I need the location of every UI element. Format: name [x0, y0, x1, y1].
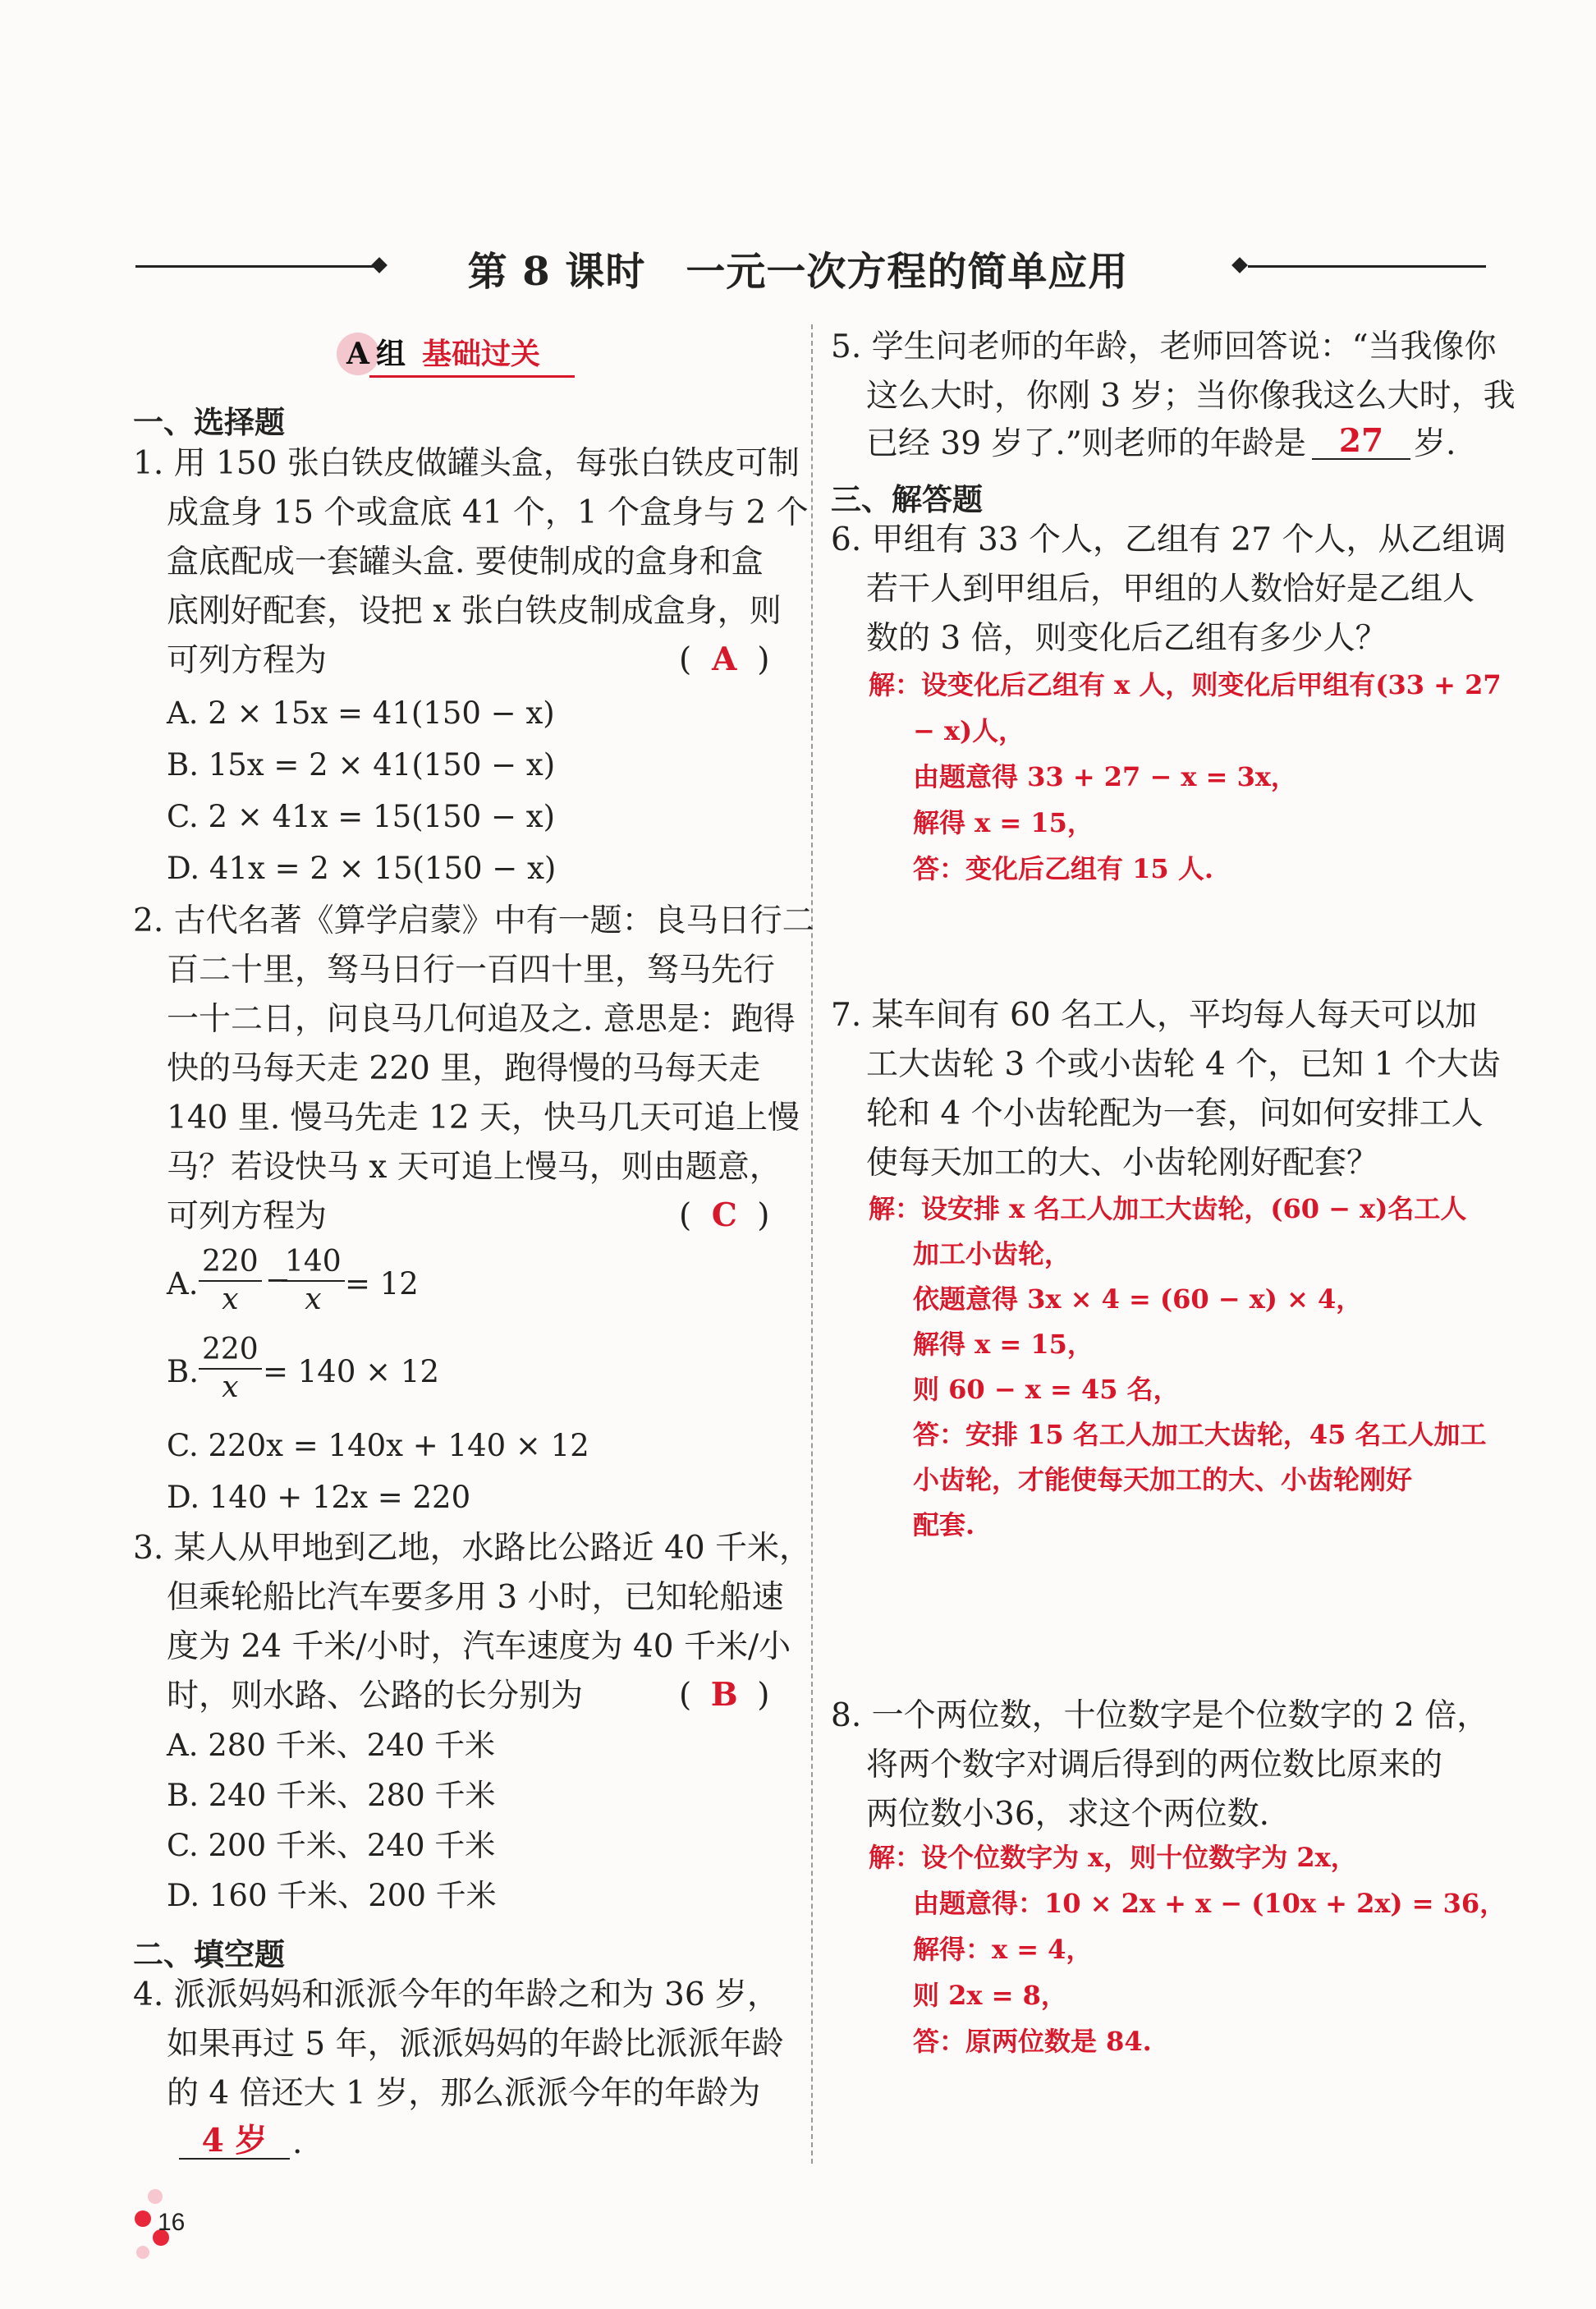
q2-line: 快的马每天走 220 里，跑得慢的马每天走	[167, 1050, 761, 1087]
q1-line: 1. 用 150 张白铁皮做罐头盒，每张白铁皮可制	[133, 445, 800, 482]
q1-option-d: D. 41x = 2 × 15(150 − x)	[167, 851, 557, 886]
q3-line: 度为 24 千米/小时，汽车速度为 40 千米/小	[167, 1628, 791, 1665]
q4-line: 如果再过 5 年，派派妈妈的年龄比派派年龄	[167, 2026, 784, 2063]
q6-line: 若干人到甲组后，甲组的人数恰好是乙组人	[866, 571, 1475, 608]
q3-option-a: A. 280 千米、240 千米	[167, 1728, 496, 1763]
q7-solution-line: 加工小齿轮，	[913, 1238, 1071, 1269]
q3-answer: B	[710, 1676, 738, 1714]
q4-line: 4. 派派妈妈和派派今年的年龄之和为 36 岁，	[133, 1976, 780, 2013]
q3-option-c: C. 200 千米、240 千米	[167, 1828, 496, 1863]
q2-option-d: D. 140 + 12x = 220	[167, 1480, 471, 1515]
q2-option-a-label: A.	[167, 1266, 199, 1301]
q7-line: 工大齿轮 3 个或小齿轮 4 个，已知 1 个大齿	[866, 1046, 1501, 1083]
group-letter: A	[337, 333, 379, 375]
page-deco-dot	[135, 2210, 151, 2227]
q1-line: 成盒身 15 个或盒底 41 个，1 个盒身与 2 个	[167, 494, 809, 531]
q5-unit: 岁.	[1414, 425, 1456, 462]
q3-answer-paren: ( B )	[679, 1676, 770, 1714]
q8-solution-line: 则 2x = 8，	[913, 1980, 1067, 2011]
q8-solution-line: 由题意得：10 × 2x + x − (10x + 2x) = 36，	[913, 1888, 1507, 1919]
q2-option-a-frac2: $\frac{140}{x}$	[282, 1244, 345, 1318]
q1-option-b: B. 15x = 2 × 41(150 − x)	[167, 747, 556, 783]
q2-option-a-frac1: $\frac{220}{x}$	[199, 1244, 262, 1318]
q7-solution-line: 解：设安排 x 名工人加工大齿轮，(60 − x)名工人	[869, 1193, 1467, 1224]
q7-line: 7. 某车间有 60 名工人，平均每人每天可以加	[831, 997, 1478, 1034]
q6-solution-line: 答：变化后乙组有 15 人.	[913, 853, 1213, 884]
q8-solution-line: 答：原两位数是 84.	[913, 2026, 1152, 2057]
q2-answer: C	[711, 1196, 737, 1234]
q6-solution-line: − x)人，	[913, 715, 1025, 746]
q2-line: 可列方程为	[167, 1198, 328, 1235]
section-solve: 三、解答题	[831, 482, 983, 517]
q2-line: 百二十里，驽马日行一百四十里，驽马先行	[167, 952, 776, 989]
q1-answer: A	[712, 640, 737, 678]
section-fill: 二、填空题	[133, 1937, 285, 1972]
q6-solution-line: 由题意得 33 + 27 − x = 3x，	[913, 761, 1297, 792]
q7-solution-line: 配套.	[913, 1509, 975, 1540]
q8-line: 将两个数字对调后得到的两位数比原来的	[866, 1747, 1443, 1783]
q4-line: 的 4 倍还大 1 岁，那么派派今年的年龄为	[167, 2075, 761, 2112]
q7-solution-line: 则 60 − x = 45 名，	[913, 1374, 1180, 1405]
q8-solution-line: 解得：x = 4，	[913, 1934, 1093, 1965]
q5-line: 这么大时，你刚 3 岁；当你像我这么大时，我	[866, 378, 1516, 415]
page-title: 第 8 课时 一元一次方程的简单应用	[467, 249, 1129, 295]
page-deco-dot	[136, 2246, 149, 2259]
q2-line: 一十二日，问良马几何追及之. 意思是：跑得	[167, 1001, 796, 1038]
q7-line: 轮和 4 个小齿轮配为一套，问如何安排工人	[866, 1095, 1484, 1132]
q1-option-c: C. 2 × 41x = 15(150 − x)	[167, 799, 556, 834]
group-name: 基础过关	[422, 337, 541, 371]
q8-line: 8. 一个两位数，十位数字是个位数字的 2 倍，	[831, 1697, 1489, 1734]
q3-line: 但乘轮船比汽车要多用 3 小时，已知轮船速	[167, 1579, 784, 1616]
q3-option-b: B. 240 千米、280 千米	[167, 1778, 496, 1813]
q8-line: 两位数小36，求这个两位数.	[866, 1796, 1270, 1833]
group-badge	[205, 333, 591, 377]
q2-line: 140 里. 慢马先走 12 天，快马几天可追上慢	[167, 1099, 800, 1136]
q2-line: 马？若设快马 x 天可追上慢马，则由题意，	[167, 1149, 782, 1186]
q1-answer-paren: ( A )	[679, 640, 770, 678]
q1-line: 可列方程为	[167, 642, 328, 679]
q7-solution-line: 依题意得 3x × 4 = (60 − x) × 4，	[913, 1283, 1363, 1315]
q2-line: 2. 古代名著《算学启蒙》中有一题：良马日行二	[133, 902, 814, 939]
q8-solution-line: 解：设个位数字为 x，则十位数字为 2x，	[869, 1842, 1357, 1873]
q7-solution-line: 答：安排 15 名工人加工大齿轮，45 名工人加工	[913, 1419, 1487, 1450]
q5-answer-blank: 27	[1312, 425, 1410, 460]
q6-line: 6. 甲组有 33 个人，乙组有 27 个人，从乙组调	[831, 521, 1507, 558]
q1-line: 底刚好配套，设把 x 张白铁皮制成盒身，则	[167, 593, 782, 630]
column-divider	[811, 324, 813, 2164]
q1-option-a: A. 2 × 15x = 41(150 − x)	[167, 695, 555, 731]
q6-line: 数的 3 倍，则变化后乙组有多少人？	[866, 620, 1387, 657]
q7-line: 使每天加工的大、小齿轮刚好配套？	[866, 1145, 1379, 1182]
q3-option-d: D. 160 千米、200 千米	[167, 1878, 497, 1913]
q1-line: 盒底配成一套罐头盒. 要使制成的盒身和盒	[167, 544, 764, 581]
q5-line: 已经 39 岁了.”则老师的年龄是	[866, 425, 1306, 462]
q5-line: 5. 学生问老师的年龄，老师回答说：“当我像你	[831, 328, 1497, 365]
q2-answer-paren: ( C )	[679, 1196, 770, 1234]
q2-option-a-minus: −	[265, 1262, 291, 1297]
q2-option-b-rest: = 140 × 12	[263, 1354, 439, 1389]
q7-solution-line: 小齿轮，才能使每天加工的大、小齿轮刚好	[913, 1464, 1413, 1495]
q2-option-b-frac: $\frac{220}{x}$	[199, 1332, 262, 1406]
q7-solution-line: 解得 x = 15，	[913, 1329, 1094, 1360]
q6-solution-line: 解：设变化后乙组有 x 人，则变化后甲组有(33 + 27	[869, 669, 1502, 700]
group-zu: 组	[376, 337, 406, 371]
q6-solution-line: 解得 x = 15，	[913, 807, 1094, 838]
page-deco-dot	[148, 2189, 163, 2204]
q3-line: 时，则水路、公路的长分别为	[167, 1678, 584, 1715]
q3-line: 3. 某人从甲地到乙地，水路比公路近 40 千米，	[133, 1530, 812, 1567]
q2-option-a-rest: = 12	[345, 1266, 419, 1301]
q2-option-b-label: B.	[167, 1354, 199, 1389]
badge-underline	[369, 375, 575, 378]
group-label	[368, 333, 540, 375]
q2-option-c: C. 220x = 140x + 140 × 12	[167, 1428, 589, 1463]
page-number: 16	[158, 2209, 186, 2236]
q4-end: .	[292, 2124, 303, 2161]
section-choice: 一、选择题	[133, 405, 285, 440]
q4-answer-blank: 4 岁	[179, 2125, 290, 2160]
title-rule-right	[1248, 265, 1486, 268]
